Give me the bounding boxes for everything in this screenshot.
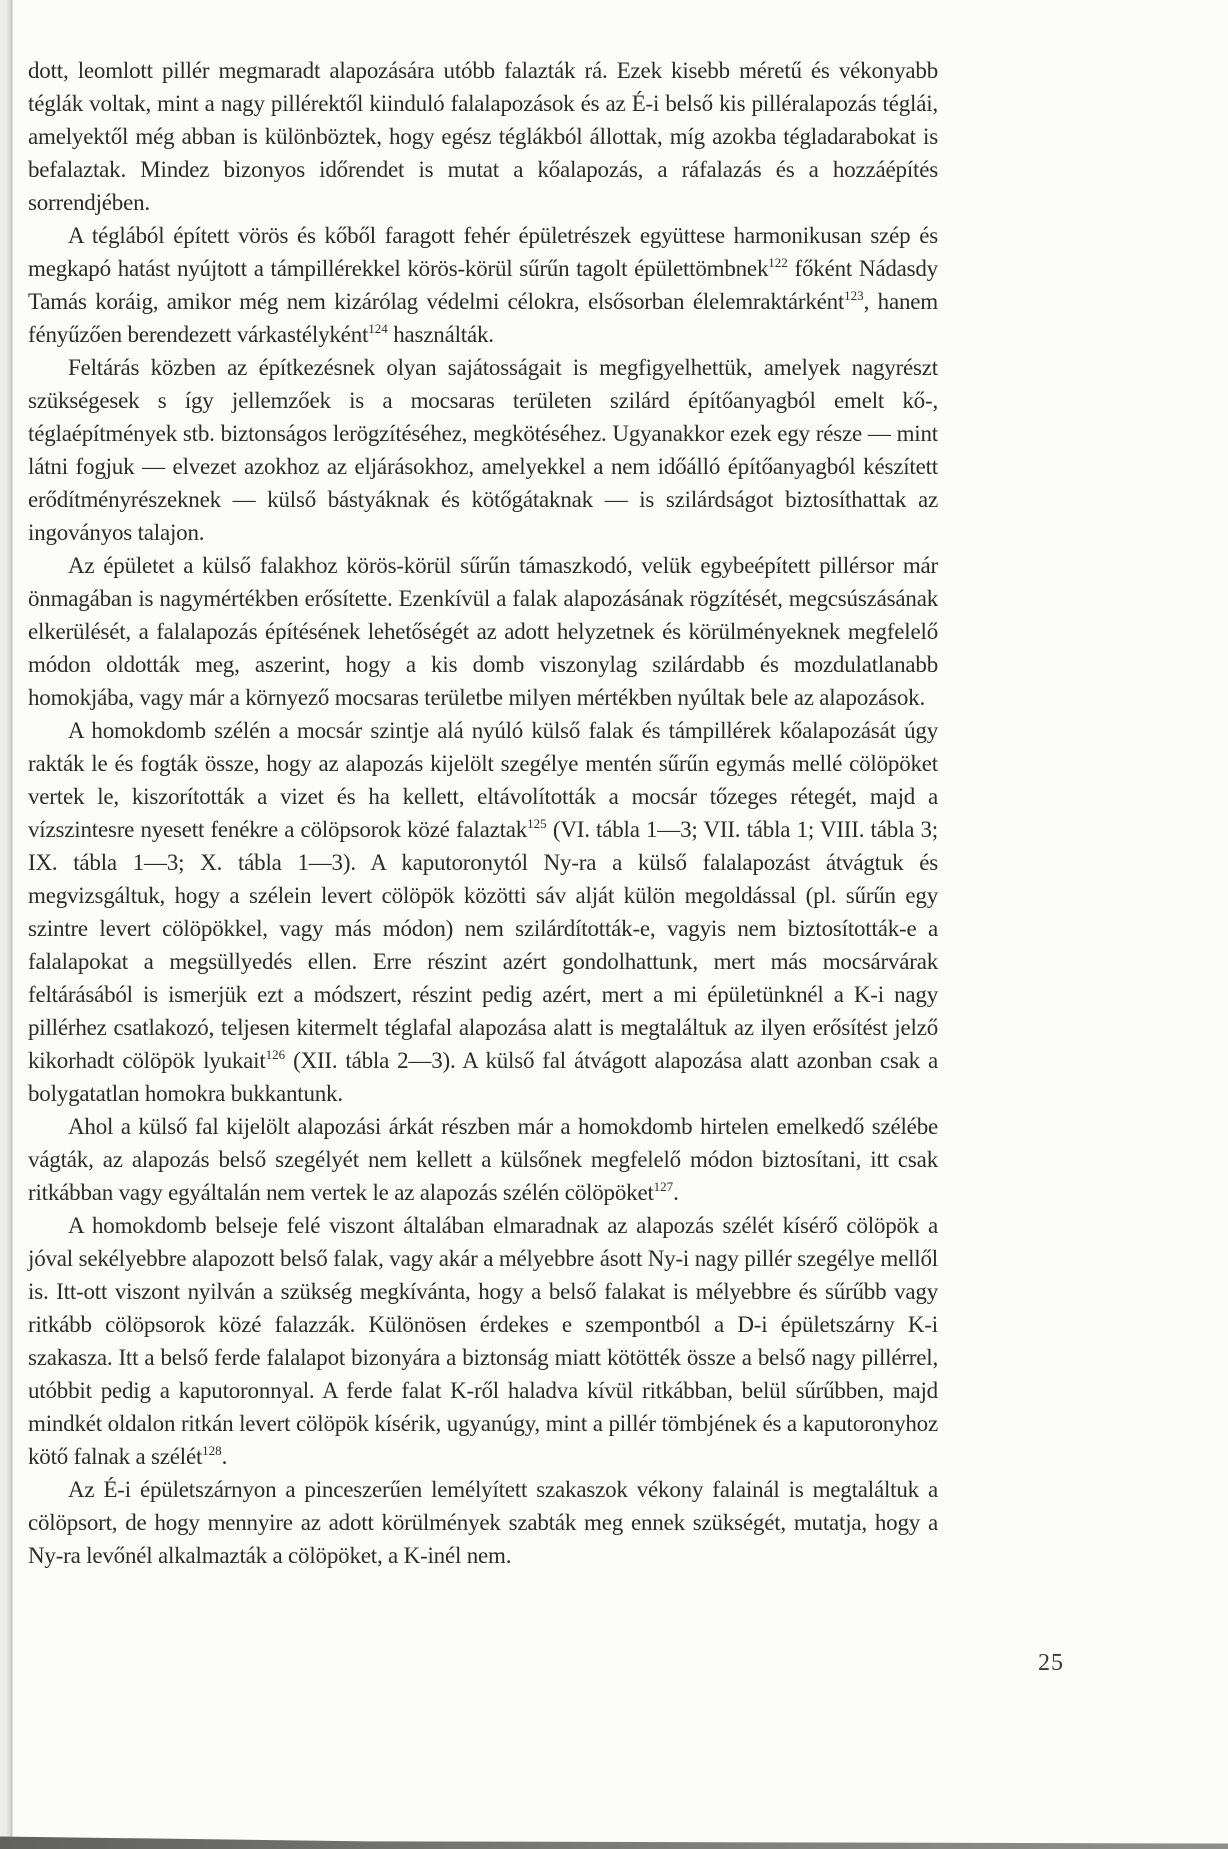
scan-edge-bottom (0, 1833, 1228, 1849)
footnote-ref: 128 (202, 1443, 222, 1458)
paragraph: A homokdomb szélén a mocsár szintje alá nyúló külső falak és támpillérek kőalapozását úgy rakták le és fogták össze, hogy az alapozás kijelölt szegélye mentén sűrűn egymás mellé cölöpöket vertek le, kiszorították a vizet és ha kellett, eltávolították a mocsár tőzeges rétegét, majd a vízszintesre nyesett fenékre a cölöpsorok közé falaztak$^{125}$ (VI. tábla 1—3; VII. tábla 1; VIII. tábla 3; IX. tábla 1—3; X. tábla 1—3). A kaputoronytól Ny-ra a külső falalapozást átvágtuk és megvizsgáltuk, hogy a szélein levert cölöpök közötti sáv alját külön megoldással (pl. sűrűn egy szintre levert cölöpökkel, vagy más módon) nem szilárdították-e, vagyis nem biztosították-e a falalapokat a megsüllyedés ellen. Erre részint azért gondolhattunk, mert más mocsárvárak feltárásából is ismerjük ezt a módszert, részint pedig azért, mert a mi épületünknél a K-i nagy pillérhez csatlakozó, teljesen kitermelt téglafal alapozása alatt is megtaláltuk az ilyen erősítést jelző kikorhadt cölöpök lyukait$^{126}$ (XII. tábla 2—3). A külső fal átvágott alapozása alatt azonban csak a bolygatatlan homokra bukkantunk. (28, 718, 938, 1106)
paragraph: dott, leomlott pillér megmaradt alapozására utóbb falazták rá. Ezek kisebb méretű és vékonyabb téglák voltak, mint a nagy pillérektől kiinduló falalapozások és az É-i belső kis pilléralapozás téglái, amelyektől még abban is különböztek, hogy egész téglákból állottak, míg azokba tégladarabokat is befalaztak. Mindez bizonyos időrendet is mutat a kőalapozás, a ráfalazás és a hozzáépítés sorrendjében. (28, 58, 938, 215)
footnote-ref: 127 (653, 1179, 674, 1194)
paragraph: A homokdomb belseje felé viszont általában elmaradnak az alapozás szélét kísérő cölöpök a jóval sekélyebbre alapozott belső falak, vagy akár a mélyebbre ásott Ny-i nagy pillér szegélye mellől is. Itt-ott viszont nyilván a szükség megkívánta, hogy a belső falakat is mélyebbre és sűrűbb vagy ritkább cölöpsorok közé falazzák. Különösen érdekes e szempontból a D-i épületszárny K-i szakasza. Itt a belső ferde falalapot bizonyára a biztonság miatt kötötték össze a belső nagy pillérrel, utóbbit pedig a kaputoronnyal. A ferde falat K-ről haladva kívül ritkábban, belül sűrűbben, majd mindkét oldalon ritkán levert cölöpök kísérik, ugyanúgy, mint a pillér tömbjének és a kaputoronyhoz kötő falnak a szélét$^{128}$. (28, 1213, 938, 1469)
footnote-ref: 124 (368, 321, 388, 336)
body-text (28, 54, 938, 1572)
footnote-ref: 122 (768, 255, 788, 270)
footnote-ref: 125 (527, 816, 547, 831)
paragraph: A téglából épített vörös és kőből faragott fehér épületrészek együttese harmonikusan szép és megkapó hatást nyújtott a támpillérekkel körös-körül sűrűn tagolt épülettömbnek$^{122}$ főként Nádasdy Tamás koráig, amikor még nem kizárólag védelmi célokra, elsősorban élelemraktárként$^{123}$, hanem fényűzően berendezett várkastélyként$^{124}$ használták. (28, 223, 938, 347)
paragraph: Az É-i épületszárnyon a pinceszerűen lemélyített szakaszok vékony falainál is megtaláltuk a cölöpsort, de hogy mennyire az adott körülmények szabták meg ennek szükségét, mutatja, hogy a Ny-ra levőnél alkalmazták a cölöpöket, a K-inél nem. (28, 1477, 938, 1568)
paragraph: Feltárás közben az építkezésnek olyan sajátosságait is megfigyelhettük, amelyek nagyrészt szükségesek s így jellemzőek is a mocsaras területen szilárd építőanyagból emelt kő-, téglaépítmények stb. biztonságos lerögzítéséhez, megkötéséhez. Ugyanakkor ezek egy része — mint látni fogjuk — elvezet azokhoz az eljárásokhoz, amelyekkel a nem időálló építőanyagból készített erődítményrészeknek — külső bástyáknak és kötőgátaknak — is szilárdságot biztosíthattak az ingoványos talajon. (28, 355, 938, 545)
paragraph: Ahol a külső fal kijelölt alapozási árkát részben már a homokdomb hirtelen emelkedő szélébe vágták, az alapozás belső szegélyét nem kellett a külsőnek megfelelő módon biztosítani, itt csak ritkábban vagy egyáltalán nem vertek le az alapozás szélén cölöpöket$^{127}$. (28, 1114, 938, 1205)
scan-edge-left (0, 0, 13, 1849)
paragraph: Az épületet a külső falakhoz körös-körül sűrűn támaszkodó, velük egybeépített pillérsor már önmagában is nagymértékben erősítette. Ezenkívül a falak alapozásának rögzítését, megcsúszásának elkerülését, a falalapozás építésének lehetőségét az adott helyzetnek és körülményeknek megfelelő módon oldották meg, aszerint, hogy a kis domb viszonylag szilárdabb és mozdulatlanabb homokjába, vagy már a környező mocsaras területbe milyen mértékben nyúltak bele az alapozások. (28, 553, 938, 710)
page-number: 25 (1038, 1650, 1064, 1676)
footnote-ref: 126 (265, 1047, 286, 1062)
footnote-ref: 123 (844, 288, 864, 303)
